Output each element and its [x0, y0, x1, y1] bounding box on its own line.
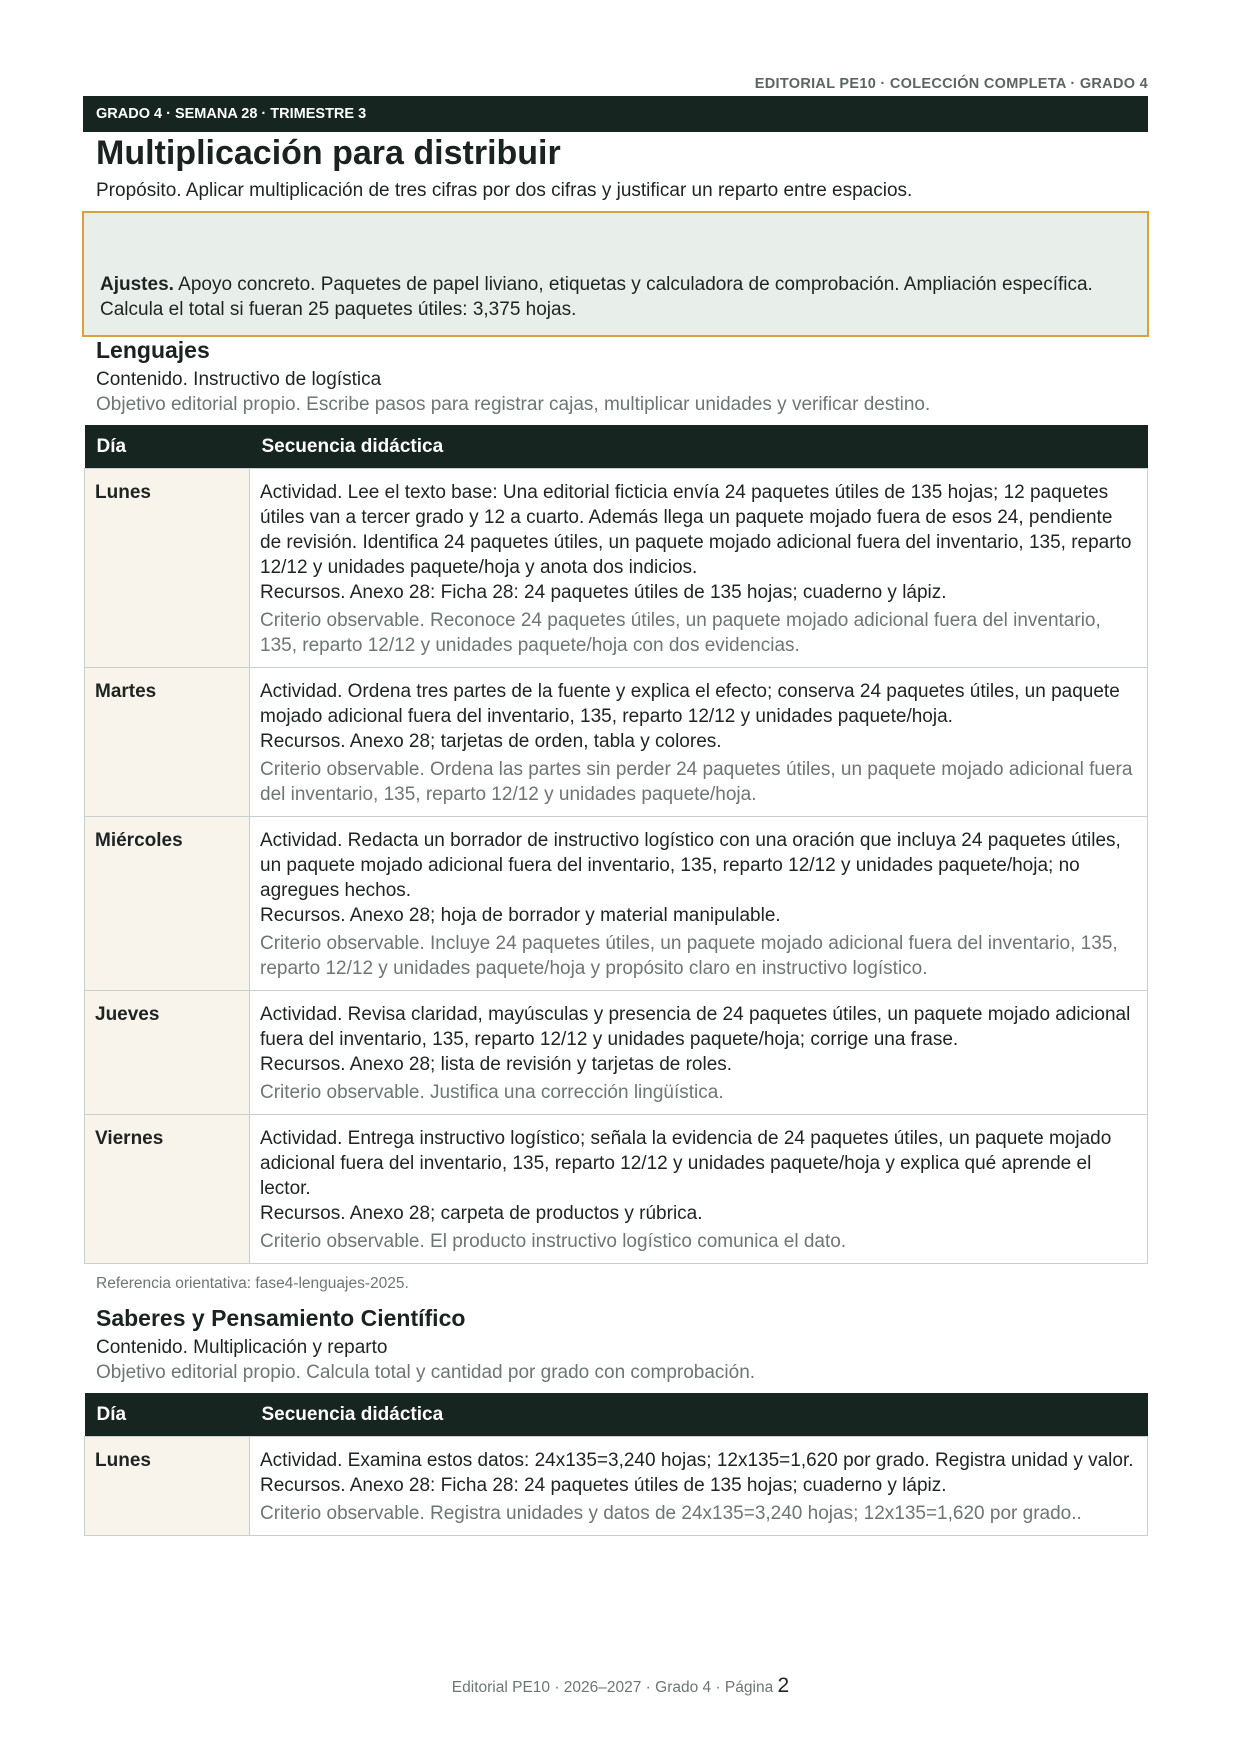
reference-note: Referencia orientativa: fase4-lenguajes-2025. [96, 1275, 409, 1292]
resources-text: Recursos. Anexo 28; lista de revisión y tarjetas de roles. [260, 1054, 733, 1075]
resources-text: Recursos. Anexo 28; hoja de borrador y material manipulable. [260, 905, 781, 926]
activity-text: Actividad. Lee el texto base: Una editorial ficticia envía 24 paquetes útiles de 135 hojas; 12 paquetes útiles van a tercer grado y 12 a cuarto. Además llega un paquete mojado fuera de esos 24, pendiente de revisión. Identifica 24 paquetes útiles, un paquete mojado adicional fuera del inventario, 135, reparto 12/12 y unidades paquete/hoja y anota dos indicios. [260, 482, 1132, 578]
section-content: Contenido. Multiplicación y reparto [96, 1337, 388, 1358]
criterion-text: Criterio observable. Justifica una corrección lingüística. [260, 1082, 724, 1103]
section-title: Lenguajes [96, 337, 210, 363]
page-number: 2 [777, 1674, 790, 1697]
table-row [85, 1115, 1148, 1264]
lenguajes-sequence-table [84, 425, 1148, 1264]
day-cell: Jueves [85, 991, 250, 1115]
column-header-day: Día [85, 425, 250, 469]
table-header-row [85, 1393, 1148, 1437]
section-content: Contenido. Instructivo de logística [96, 369, 382, 390]
saberes-sequence-table [84, 1393, 1148, 1536]
activity-text: Actividad. Ordena tres partes de la fuente y explica el efecto; conserva 24 paquetes útiles, un paquete mojado adicional fuera del inventario, 135, reparto 12/12 y unidades paquete/hoja. [260, 681, 1120, 727]
criterion-text: Criterio observable. Registra unidades y datos de 24x135=3,240 hojas; 12x135=1,620 por grado.. [260, 1503, 1082, 1524]
criterion-text: Criterio observable. Reconoce 24 paquetes útiles, un paquete mojado adicional fuera del inventario, 135, reparto 12/12 y unidades paquete/hoja con dos evidencias. [260, 610, 1101, 656]
resources-text: Recursos. Anexo 28; tarjetas de orden, tabla y colores. [260, 731, 722, 752]
table-row [85, 991, 1148, 1115]
day-cell: Martes [85, 668, 250, 817]
page-footer [0, 1674, 1241, 1698]
sequence-cell [250, 1115, 1148, 1264]
section-objective: Objetivo editorial propio. Escribe pasos para registrar cajas, multiplicar unidades y verificar destino. [96, 394, 931, 415]
footer-text: Editorial PE10 · 2026–2027 · Grado 4 · Página [451, 1679, 778, 1696]
purpose-text: Propósito. Aplicar multiplicación de tres cifras por dos cifras y justificar un reparto entre espacios. [96, 180, 913, 201]
sequence-cell [250, 668, 1148, 817]
day-cell: Lunes [85, 1437, 250, 1536]
day-cell: Lunes [85, 469, 250, 668]
section-saberes-header [96, 1305, 755, 1384]
column-header-day: Día [85, 1393, 250, 1437]
section-objective: Objetivo editorial propio. Calcula total y cantidad por grado con comprobación. [96, 1362, 756, 1383]
resources-text: Recursos. Anexo 28: Ficha 28: 24 paquetes útiles de 135 hojas; cuaderno y lápiz. [260, 1475, 947, 1496]
activity-text: Actividad. Redacta un borrador de instructivo logístico con una oración que incluya 24 paquetes útiles, un paquete mojado adicional fuera del inventario, 135, reparto 12/12 y unidades paquete/hoja; no agregues hechos. [260, 830, 1121, 901]
table-row [85, 469, 1148, 668]
activity-text: Actividad. Entrega instructivo logístico; señala la evidencia de 24 paquetes útiles, un paquete mojado adicional fuera del inventario, 135, reparto 12/12 y unidades paquete/hoja y explica qué aprende el lector. [260, 1128, 1112, 1199]
sequence-cell [250, 817, 1148, 991]
day-cell: Miércoles [85, 817, 250, 991]
criterion-text: Criterio observable. El producto instructivo logístico comunica el dato. [260, 1231, 847, 1252]
adjustments-label: Ajustes. [100, 274, 174, 295]
resources-text: Recursos. Anexo 28: Ficha 28: 24 paquetes útiles de 135 hojas; cuaderno y lápiz. [260, 582, 947, 603]
sequence-cell [250, 1437, 1148, 1536]
sequence-cell [250, 991, 1148, 1115]
activity-text: Actividad. Revisa claridad, mayúsculas y presencia de 24 paquetes útiles, un paquete mojado adicional fuera del inventario, 135, reparto 12/12 y unidades paquete/hoja; corrige una frase. [260, 1004, 1131, 1050]
adjustments-text: Apoyo concreto. Paquetes de papel liviano, etiquetas y calculadora de comprobación. Ampliación específica. Calcula el total si fueran 25 paquetes útiles: 3,375 hojas. [100, 274, 1093, 320]
day-cell: Viernes [85, 1115, 250, 1264]
page-title: Multiplicación para distribuir [96, 134, 561, 172]
column-header-sequence: Secuencia didáctica [250, 1393, 1148, 1437]
section-lenguajes-header [96, 337, 930, 416]
criterion-text: Criterio observable. Ordena las partes sin perder 24 paquetes útiles, un paquete mojado adicional fuera del inventario, 135, reparto 12/12 y unidades paquete/hoja. [260, 759, 1133, 805]
grade-week-banner: GRADO 4 · SEMANA 28 · TRIMESTRE 3 [83, 96, 1148, 132]
sequence-cell [250, 469, 1148, 668]
table-row [85, 817, 1148, 991]
resources-text: Recursos. Anexo 28; carpeta de productos y rúbrica. [260, 1203, 703, 1224]
running-header: EDITORIAL PE10 · COLECCIÓN COMPLETA · GRADO 4 [754, 76, 1148, 92]
table-header-row [85, 425, 1148, 469]
activity-text: Actividad. Examina estos datos: 24x135=3,240 hojas; 12x135=1,620 por grado. Registra unidad y valor. [260, 1450, 1134, 1471]
column-header-sequence: Secuencia didáctica [250, 425, 1148, 469]
table-row [85, 668, 1148, 817]
table-row [85, 1437, 1148, 1536]
criterion-text: Criterio observable. Incluye 24 paquetes útiles, un paquete mojado adicional fuera del inventario, 135, reparto 12/12 y unidades paquete/hoja y propósito claro en instructivo logístico. [260, 933, 1118, 979]
adjustments-box [82, 211, 1149, 337]
section-title: Saberes y Pensamiento Científico [96, 1305, 466, 1331]
